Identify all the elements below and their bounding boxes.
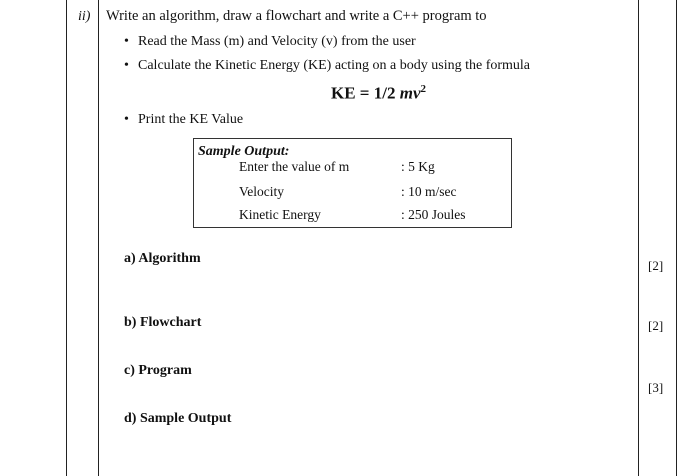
sample-row-label: Velocity xyxy=(239,184,284,199)
formula-lhs: KE = 1/2 xyxy=(331,83,396,103)
marks-column-left-line xyxy=(638,0,639,476)
part-d-sample-output: d) Sample Output xyxy=(124,411,232,426)
question-number: ii) xyxy=(78,9,91,24)
sample-output-title: Sample Output: xyxy=(198,144,290,159)
part-a-algorithm: a) Algorithm xyxy=(124,251,201,266)
bullet-icon: • xyxy=(124,58,129,73)
sample-row-value: : 5 Kg xyxy=(401,159,435,174)
question-intro: Write an algorithm, draw a flowchart and write a C++ program to xyxy=(106,8,487,24)
part-b-marks: [2] xyxy=(648,318,664,333)
sample-output-box xyxy=(193,138,512,228)
bullet-icon: • xyxy=(124,34,129,49)
bullet-text: Read the Mass (m) and Velocity (v) from the user xyxy=(138,34,416,49)
bullet-text: Print the KE Value xyxy=(138,112,244,127)
formula-exponent: 2 xyxy=(420,83,427,95)
part-a-marks: [2] xyxy=(648,258,664,273)
part-b-flowchart: b) Flowchart xyxy=(124,315,202,330)
sample-row-label: Enter the value of m xyxy=(239,159,350,174)
sample-row-value: : 10 m/sec xyxy=(401,184,457,199)
bullet-calculate xyxy=(124,58,530,74)
bullet-text: Calculate the Kinetic Energy (KE) acting on a body using the formula xyxy=(138,58,531,73)
formula-rhs: mv xyxy=(399,83,421,103)
number-column-line xyxy=(98,0,99,476)
sample-row-label: Kinetic Energy xyxy=(239,207,321,222)
part-c-program: c) Program xyxy=(124,363,192,378)
left-border-line xyxy=(66,0,67,476)
part-c-marks: [3] xyxy=(648,380,664,395)
marks-column-right-line xyxy=(676,0,677,476)
sample-row-value: : 250 Joules xyxy=(401,207,466,222)
bullet-print xyxy=(124,112,243,128)
ke-formula xyxy=(331,83,426,104)
bullet-icon: • xyxy=(124,112,129,127)
bullet-read-input xyxy=(124,34,416,50)
